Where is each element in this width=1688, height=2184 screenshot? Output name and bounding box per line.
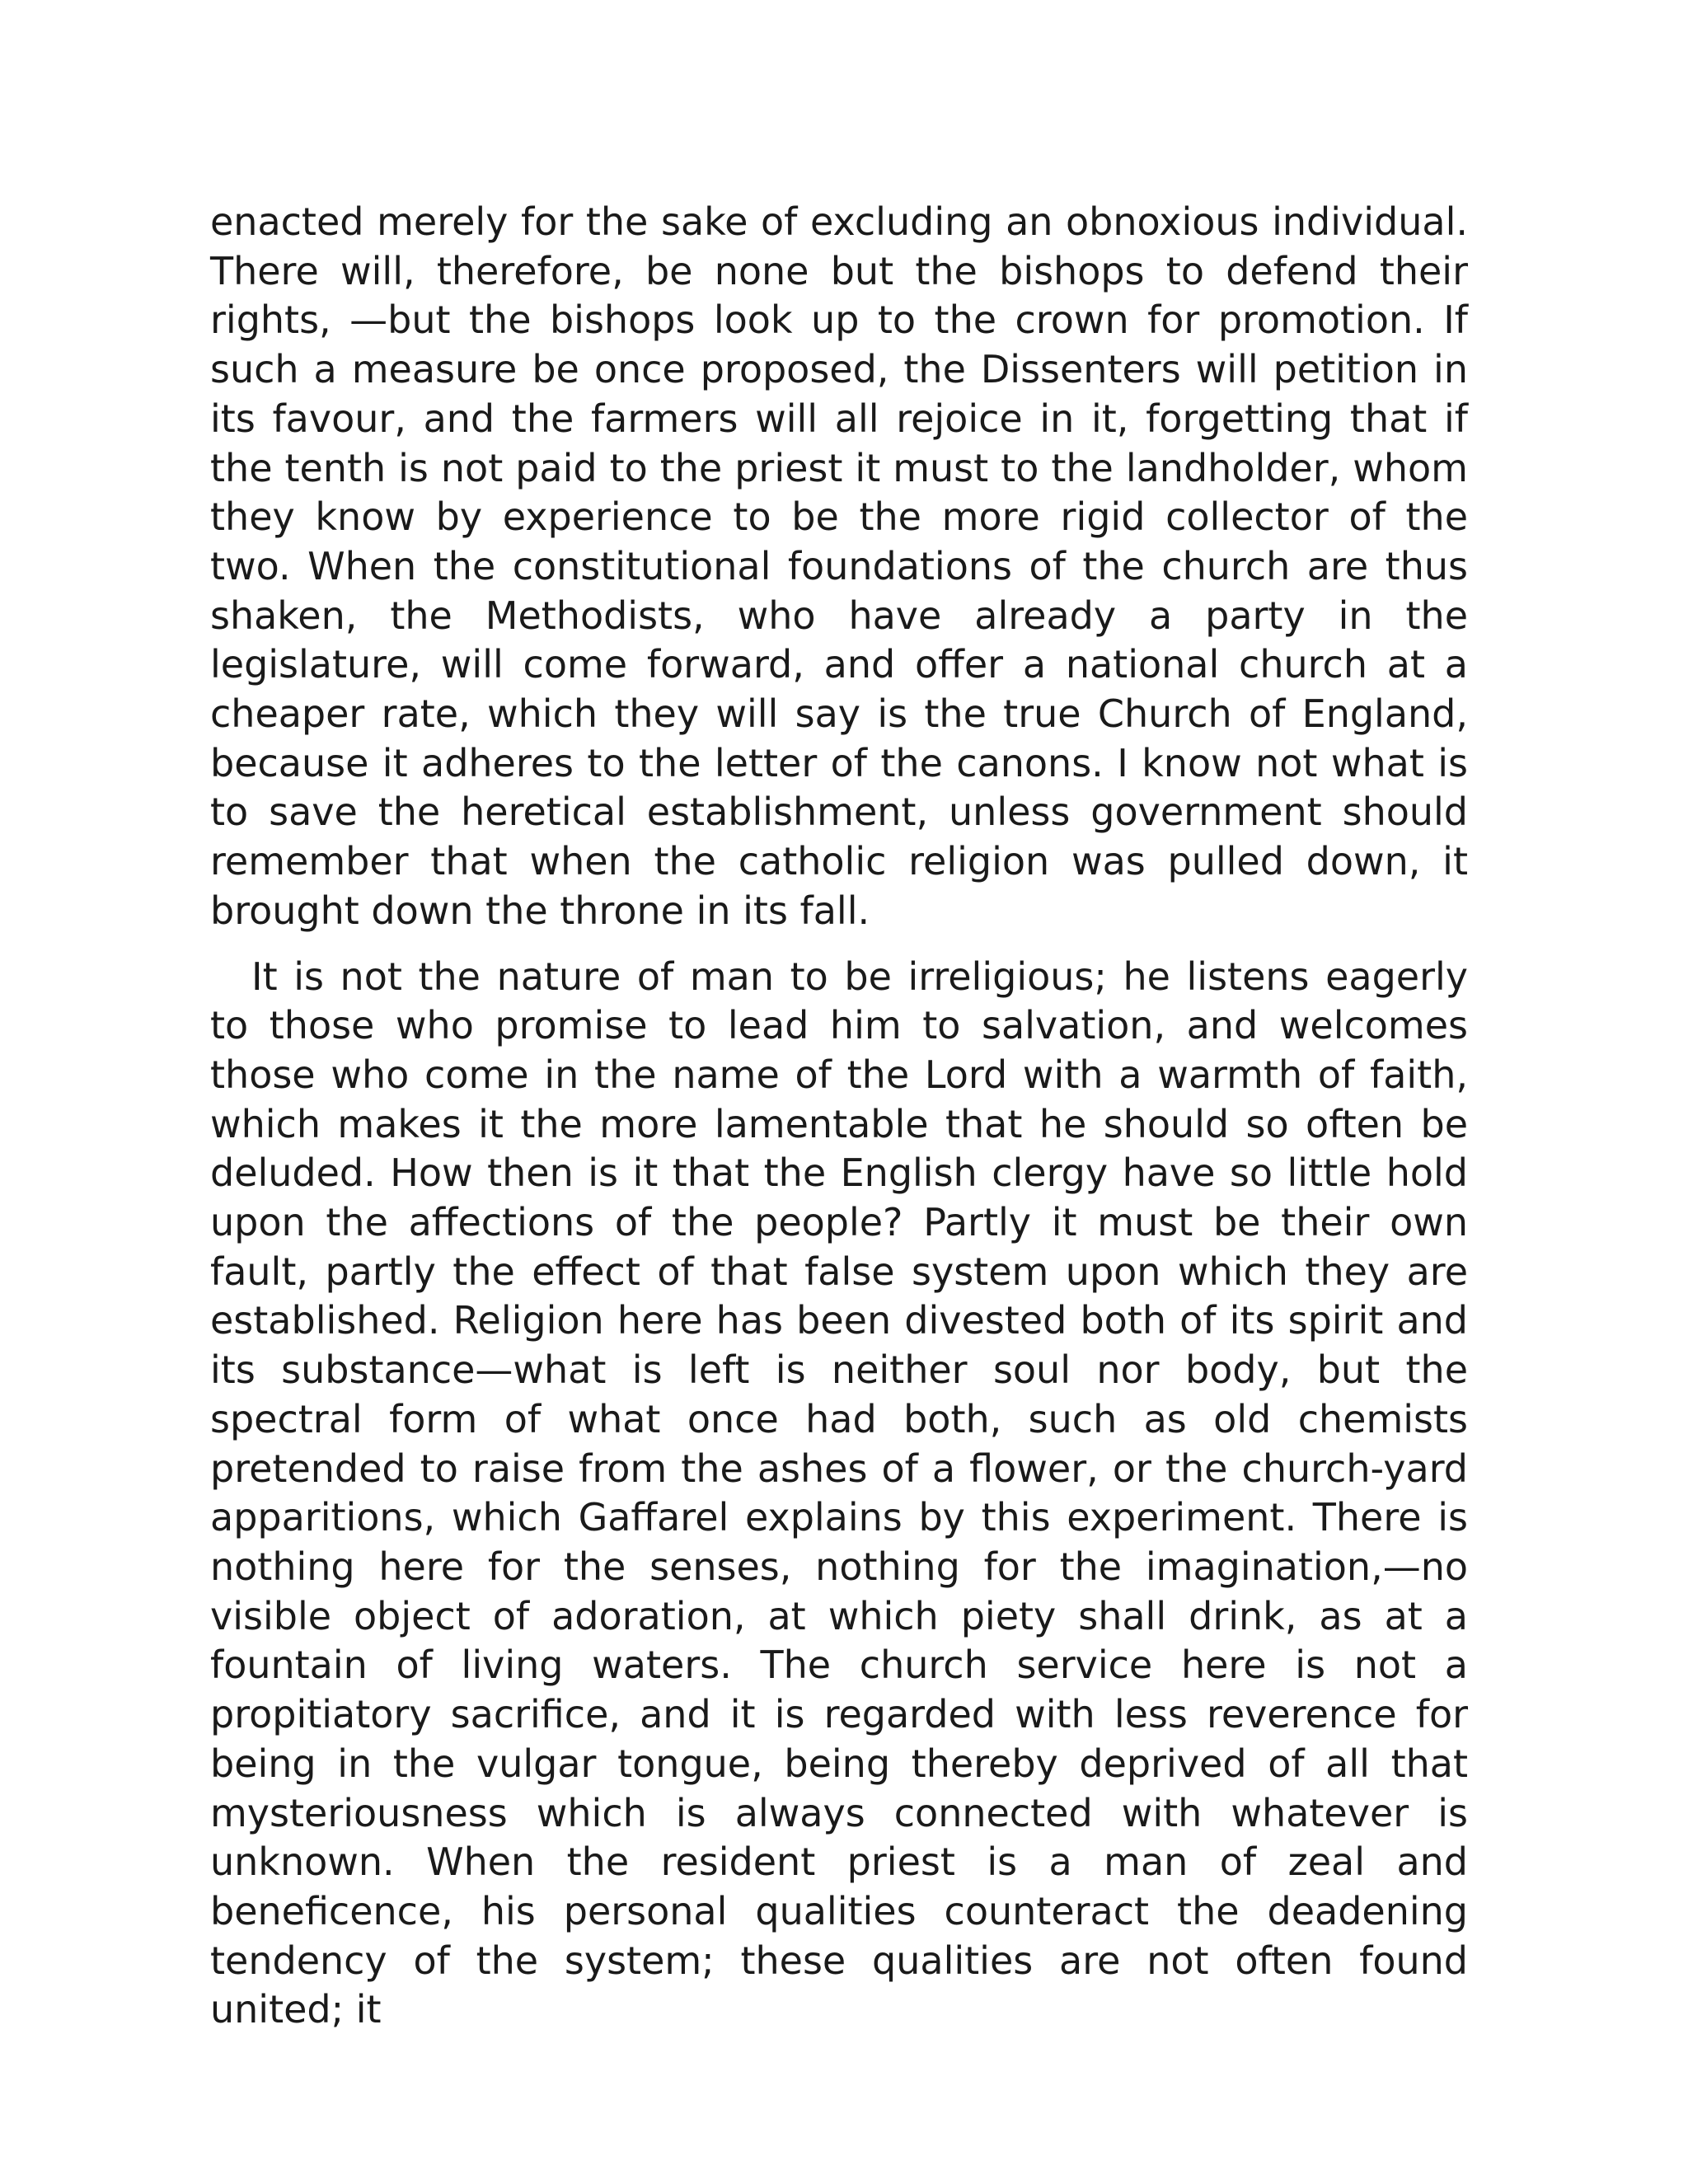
body-text <box>210 198 1468 2035</box>
paragraph-1: enacted merely for the sake of excluding an obnoxious individual. There will, therefore, be none but the bishops to defend their rights, —but the bishops look up to the crown for promotion. If such a measure be once proposed, the Dissenters will petition in its favour, and the farmers will all rejoice in it, forgetting that if the tenth is not paid to the priest it must to the landholder, whom they know by experience to be the more rigid collector of the two. When the constitutional foundations of the church are thus shaken, the Methodists, who have already a party in the legislature, will come forward, and offer a national church at a cheaper rate, which they will say is the true Church of England, because it adheres to the letter of the canons. I know not what is to save the heretical establishment, unless government should remember that when the catholic religion was pulled down, it brought down the throne in its fall. <box>210 199 1468 933</box>
paragraph-2: It is not the nature of man to be irreligious; he listens eagerly to those who promise to lead him to salvation, and welcomes those who come in the name of the Lord with a warmth of faith, which makes it the more lamentable that he should so often be deluded. How then is it that the English clergy have so little hold upon the affections of the people? Partly it must be their own fault, partly the effect of that false system upon which they are established. Religion here has been divested both of its spirit and its substance—what is left is neither soul nor body, but the spectral form of what once had both, such as old chemists pretended to raise from the ashes of a flower, or the church-yard apparitions, which Gaffarel explains by this experiment. There is nothing here for the senses, nothing for the imagination,—no visible object of adoration, at which piety shall drink, as at a fountain of living waters. The church service here is not a propitiatory sacrifice, and it is regarded with less reverence for being in the vulgar tongue, being thereby deprived of all that mysteriousness which is always connected with whatever is unknown. When the resident priest is a man of zeal and beneficence, his personal qualities counteract the deadening tendency of the system; these qualities are not often found united; it <box>210 954 1468 2032</box>
